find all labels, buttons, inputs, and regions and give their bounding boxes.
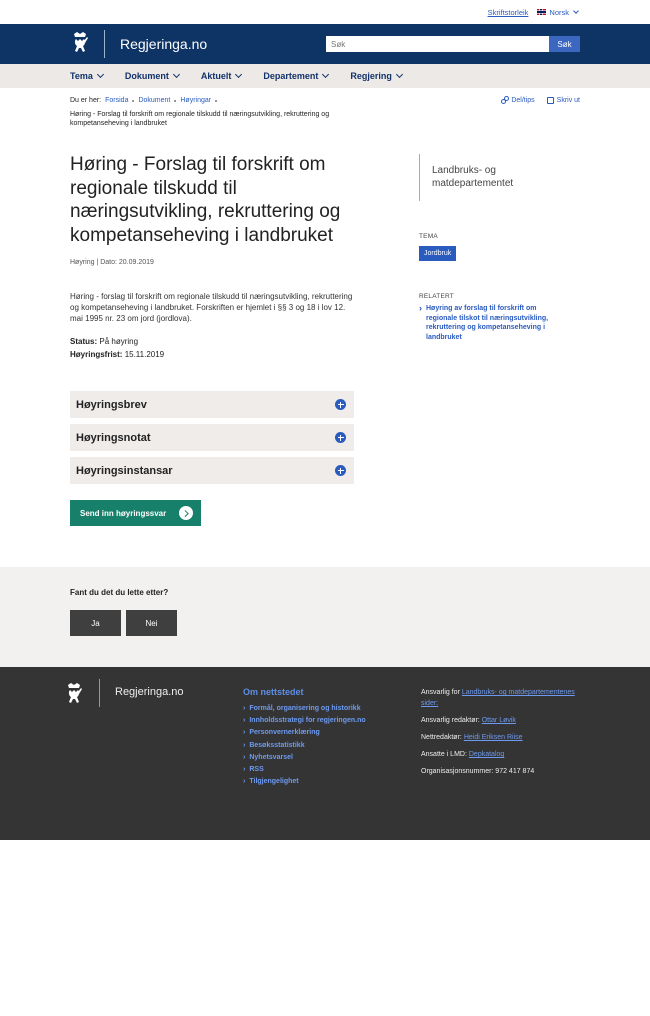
plus-circle-icon <box>335 399 346 410</box>
feedback-question: Fant du det du lette etter? <box>70 588 169 597</box>
chevron-right-icon: › <box>419 303 422 313</box>
nav-item-dokument[interactable] <box>125 71 179 81</box>
article-meta: Høyring | Dato: 20.09.2019 <box>70 259 154 266</box>
chevron-down-icon <box>573 8 579 14</box>
footer-link-label: Nyhetsvarsel <box>249 753 293 761</box>
language-label: Norsk <box>549 7 569 17</box>
status-label: Status: <box>70 337 98 346</box>
plus-circle-icon <box>335 432 346 443</box>
status-value: På høyring <box>99 337 139 346</box>
site-header <box>0 24 650 64</box>
coat-of-arms-logo[interactable] <box>70 31 90 57</box>
nav-label: Departement <box>263 71 319 81</box>
article-intro: Høring - forslag til forskrift om regionale tilskudd til næringsutvikling, rekruttering og kompetanseheving i landbruket. Forskriften er hjemlet i §§ 3 og 18 i lov 12. mai 1995 nr. 23 om jord (jordlova). <box>70 292 353 323</box>
footer-editor <box>421 715 581 726</box>
chevron-right-icon: › <box>243 778 246 786</box>
footer-link[interactable] <box>243 715 366 727</box>
plus-circle-icon <box>335 465 346 476</box>
breadcrumb <box>70 97 217 104</box>
breadcrumb-forsida[interactable]: Forsida <box>105 97 129 104</box>
chevron-right-icon: › <box>243 717 246 725</box>
related-link[interactable] <box>419 304 569 342</box>
feedback-no-button[interactable]: Nei <box>126 610 177 636</box>
arrow-right-circle-icon <box>179 506 193 520</box>
nav-item-departement[interactable] <box>263 71 328 81</box>
footer-web-editor <box>421 732 581 743</box>
responsible-label: Ansvarlig for <box>421 689 460 696</box>
share-icon <box>501 97 508 104</box>
page-tools <box>501 97 580 104</box>
accordion-label: Høyringsinstansar <box>76 464 173 477</box>
footer-org-number: Organisasjonsnummer: 972 417 874 <box>421 768 535 775</box>
footer-about-column <box>243 687 366 788</box>
nav-label: Aktuelt <box>200 71 232 81</box>
accordion-hoyringsbrev[interactable] <box>70 391 354 418</box>
footer-link-label: Personvernerklæring <box>249 729 320 737</box>
utility-bar <box>0 0 650 24</box>
footer-link[interactable] <box>243 764 366 776</box>
share-label: Del/tips <box>511 97 535 104</box>
page-title: Høring - Forslag til forskrift om regionale tilskudd til næringsutvikling, rekruttering og kompetanseheving i landbruket <box>70 154 341 246</box>
print-button[interactable] <box>547 97 580 104</box>
chevron-right-icon: › <box>243 753 246 761</box>
footer-responsible <box>421 687 581 709</box>
footer-staff <box>421 749 581 760</box>
font-size-link[interactable]: Skriftstorleik <box>487 7 529 17</box>
nav-label: Tema <box>70 71 93 81</box>
chevron-down-icon <box>173 71 180 78</box>
related-heading: RELATERT <box>419 293 454 300</box>
breadcrumb-dokument[interactable]: Dokument <box>138 97 171 104</box>
tema-heading: TEMA <box>419 233 438 240</box>
footer-link[interactable] <box>243 776 366 788</box>
staff-label: Ansatte i LMD: <box>421 751 467 758</box>
print-label: Skriv ut <box>556 97 580 104</box>
accordion-hoyringsnotat[interactable] <box>70 424 354 451</box>
editor-label: Ansvarlig redaktør: <box>421 717 480 724</box>
feedback-yes-button[interactable]: Ja <box>70 610 121 636</box>
footer-site-title[interactable]: Regjeringa.no <box>115 686 184 698</box>
nav-label: Regjering <box>350 71 392 81</box>
tema-tag[interactable]: Jordbruk <box>419 246 456 261</box>
breadcrumb-current: Høring - Forslag til forskrift om regionale tilskudd til næringsutvikling, rekruttering og kompetanseheving i landbruket <box>70 111 330 127</box>
department-box[interactable] <box>419 154 579 201</box>
footer-link[interactable] <box>243 727 366 739</box>
nav-item-tema[interactable] <box>70 71 103 81</box>
breadcrumb-separator <box>215 100 217 102</box>
footer-link[interactable] <box>243 752 366 764</box>
chevron-right-icon: › <box>243 729 246 737</box>
chevron-right-icon: › <box>243 741 246 749</box>
header-divider <box>104 30 105 58</box>
main-nav <box>0 64 650 88</box>
footer-link[interactable] <box>243 740 366 752</box>
chevron-right-icon: › <box>243 766 246 774</box>
breadcrumb-separator <box>174 100 176 102</box>
nav-label: Dokument <box>124 71 169 81</box>
footer-divider <box>99 679 100 707</box>
footer-link-label: Besøksstatistikk <box>249 741 305 749</box>
breadcrumb-hoyringar[interactable]: Høyringar <box>180 97 212 104</box>
share-button[interactable] <box>501 97 534 104</box>
send-response-button[interactable] <box>70 500 201 526</box>
status-block <box>70 335 164 361</box>
nav-item-regjering[interactable] <box>350 71 402 81</box>
search-button[interactable]: Søk <box>549 36 580 52</box>
breadcrumb-separator <box>132 100 134 102</box>
web-editor-label: Nettredaktør: <box>421 734 462 741</box>
chevron-down-icon <box>396 71 403 78</box>
chevron-down-icon <box>97 71 104 78</box>
chevron-down-icon <box>235 71 242 78</box>
feedback-section <box>0 567 650 667</box>
editor-link[interactable]: Ottar Løvik <box>481 717 516 724</box>
accordion-label: Høyringsbrev <box>76 398 147 411</box>
send-response-label: Send inn høyringssvar <box>80 508 167 518</box>
accordion-hoyringsinstansar[interactable] <box>70 457 354 484</box>
footer-about-heading: Om nettstedet <box>243 687 304 697</box>
department-name: Landbruks- og matdepartementet <box>432 165 514 189</box>
site-title[interactable]: Regjeringa.no <box>120 36 208 52</box>
norway-flag-icon <box>537 9 546 15</box>
breadcrumb-prefix: Du er her: <box>70 97 102 104</box>
accordion-label: Høyringsnotat <box>76 431 151 444</box>
web-editor-link[interactable]: Heidi Eriksen Riise <box>463 734 523 741</box>
responsible-link[interactable]: Landbruks- og matdepartementenes sider: <box>421 689 575 707</box>
language-selector[interactable] <box>537 8 578 17</box>
footer-link-label: Tilgjengelighet <box>249 778 299 786</box>
footer-link-label: RSS <box>249 766 264 774</box>
chevron-right-icon: › <box>243 705 246 712</box>
deadline-label: Høyringsfrist: <box>70 350 123 359</box>
footer-link-label: Innholdsstrategi for regjeringen.no <box>249 717 366 725</box>
search-input[interactable] <box>326 36 550 52</box>
footer-contact-column <box>421 687 581 783</box>
nav-item-aktuelt[interactable] <box>201 71 242 81</box>
related-link-label: Høyring av forslag til forskrift om regionale tilskot til næringsutvikling, rekruttering og kompetanseheving i landbruket <box>426 305 549 341</box>
footer-link[interactable] <box>243 703 366 715</box>
site-footer <box>0 667 650 840</box>
deadline-value: 15.11.2019 <box>124 350 165 359</box>
chevron-down-icon <box>322 71 329 78</box>
staff-link[interactable]: Depkatalog <box>468 751 505 758</box>
printer-icon <box>547 97 554 104</box>
footer-link-label: Formål, organisering og historikk <box>249 705 361 712</box>
coat-of-arms-logo[interactable] <box>64 682 84 708</box>
